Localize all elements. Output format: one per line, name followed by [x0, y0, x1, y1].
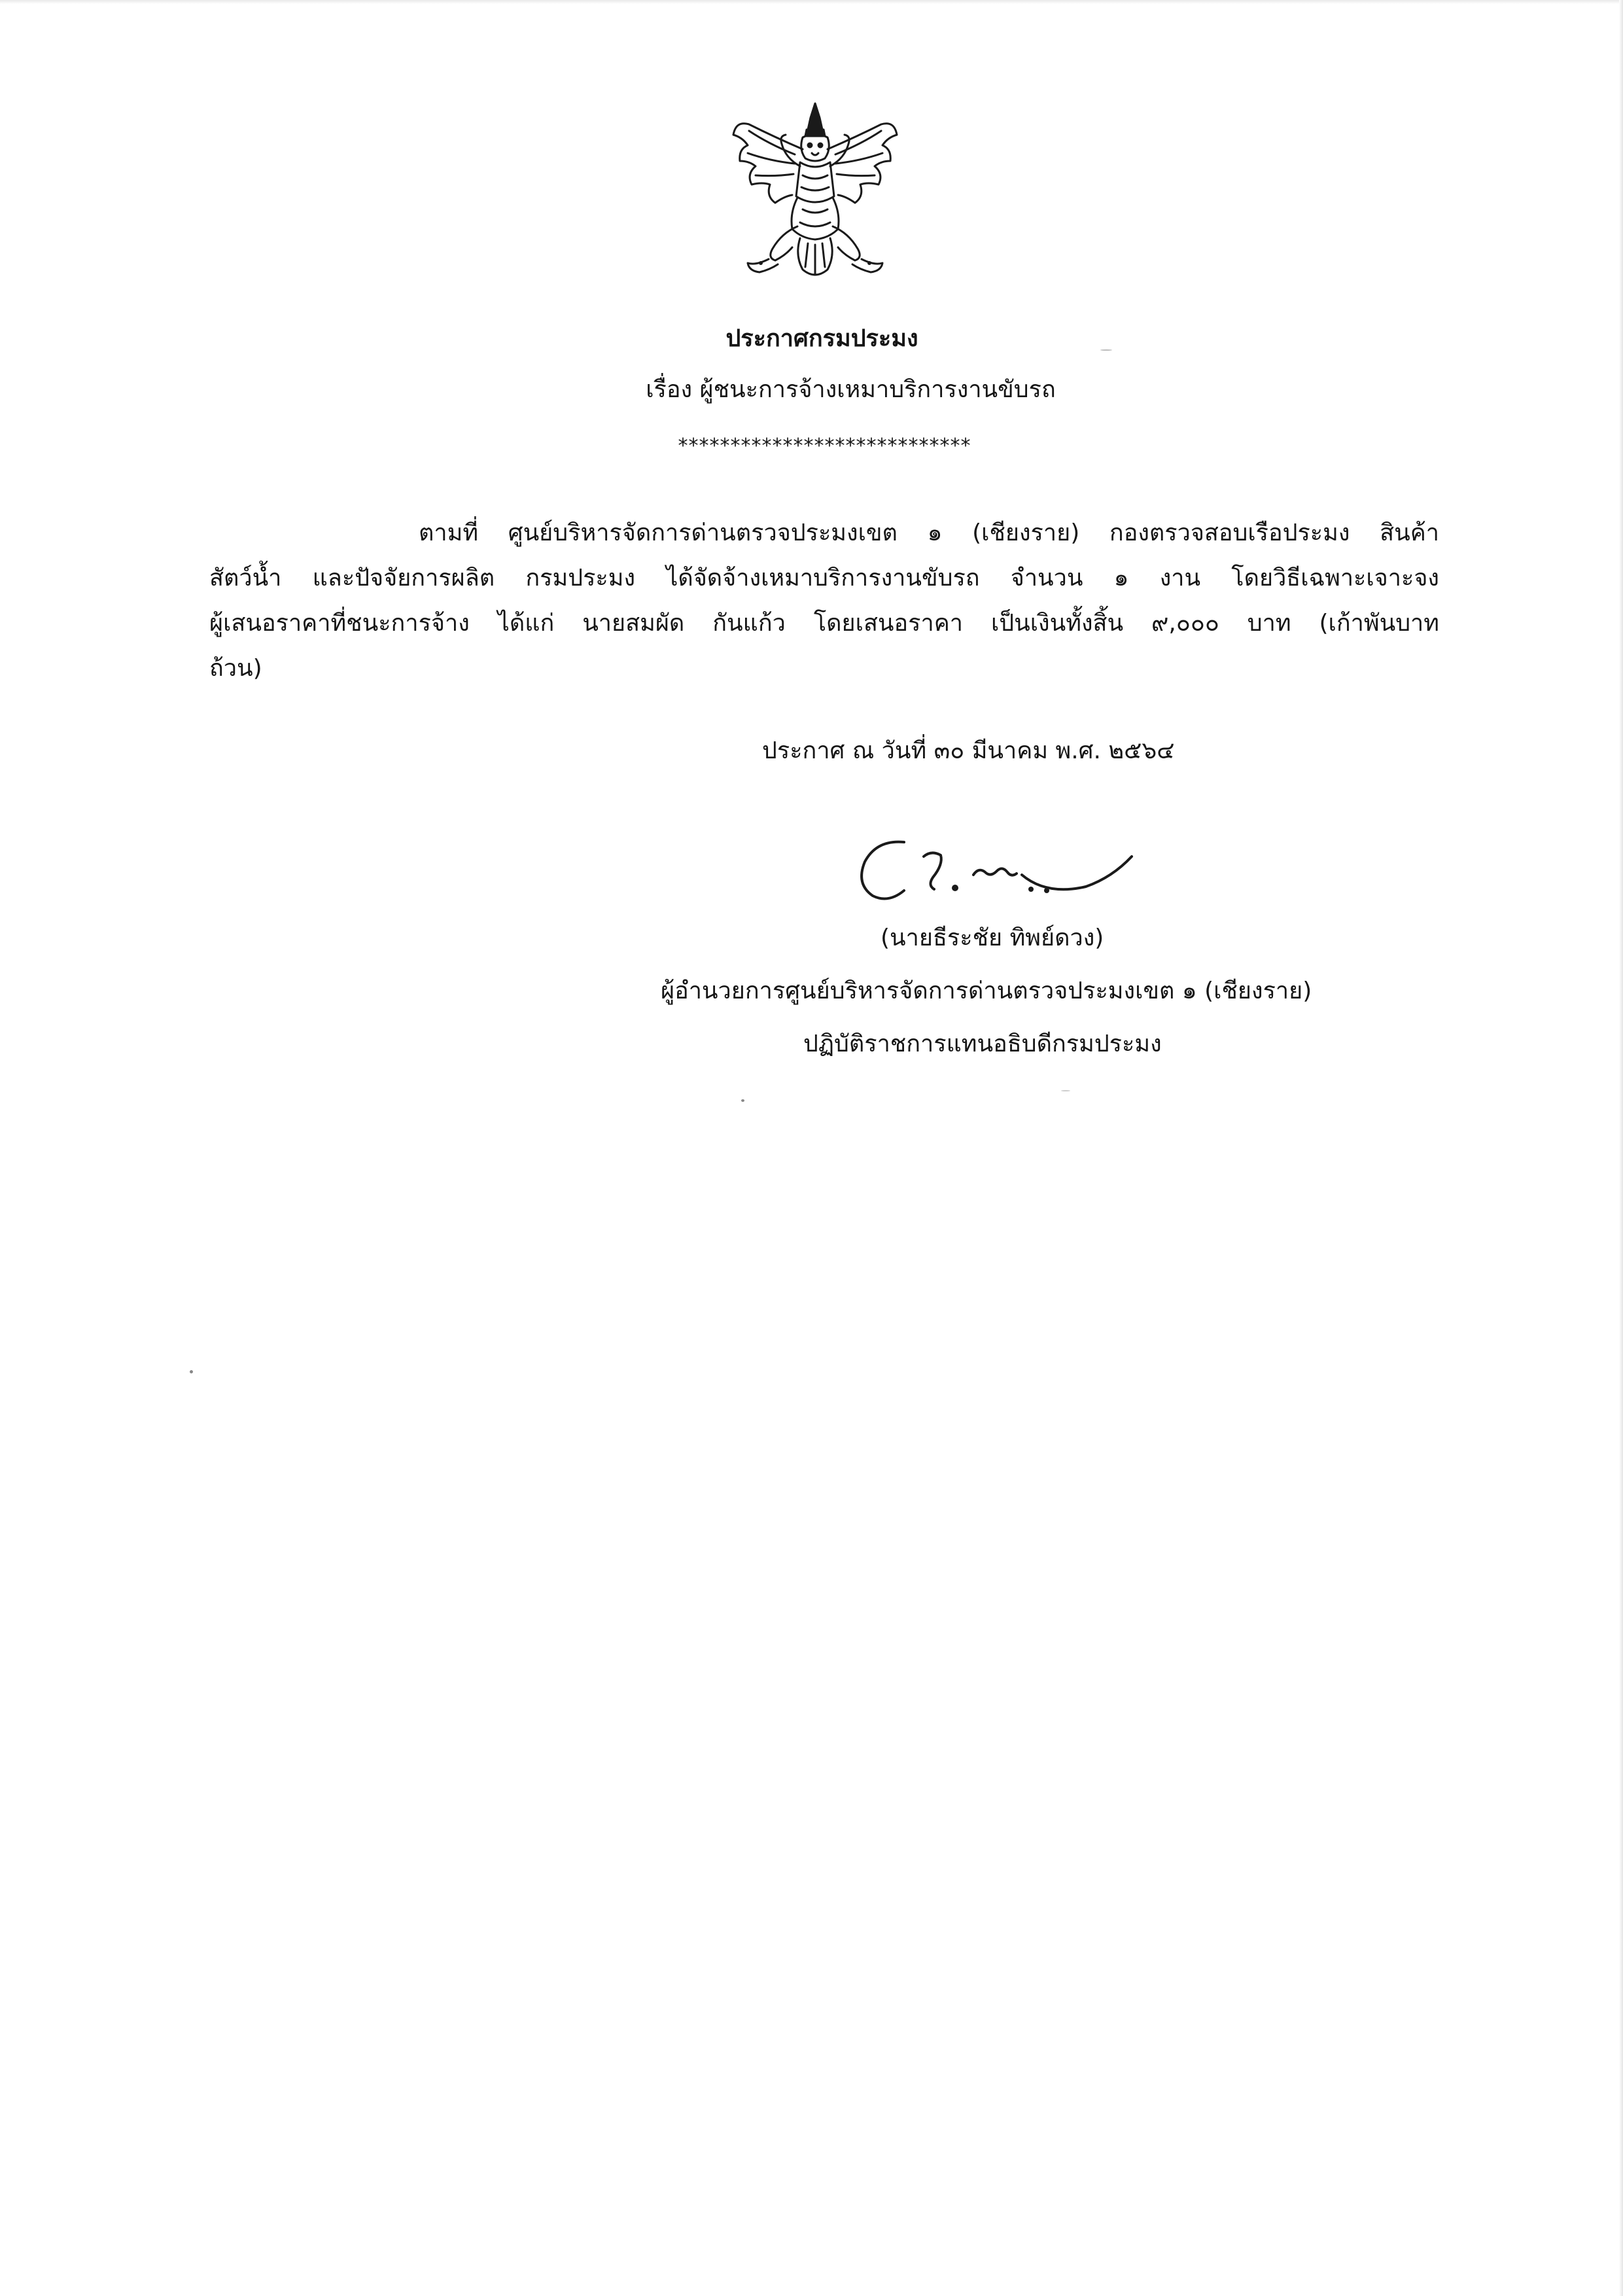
scan-speck [190, 1370, 193, 1373]
signatory-acting: ปฏิบัติราชการแทนอธิบดีกรมประมง [803, 1031, 1162, 1057]
body-line: ตามที่ ศูนย์บริหารจัดการด่านตรวจประมงเขต ๑ (เชียงราย) กองตรวจสอบเรือประมง สินค้า [419, 520, 1439, 546]
body-line: สัตว์น้ำ และปัจจัยการผลิต กรมประมง ได้จัดจ้างเหมาบริการงานขับรถ จำนวน ๑ งาน โดยวิธีเฉพาะเจาะจง [209, 565, 1439, 592]
handwritten-signature [850, 828, 1164, 919]
signatory-name: (นายธีระชัย ทิพย์ดวง) [881, 925, 1104, 951]
body-line: ถ้วน) [209, 655, 262, 682]
body-paragraph [209, 510, 1439, 691]
document-subject: เรื่อง ผู้ชนะการจ้างเหมาบริการงานขับรถ [646, 376, 1056, 403]
announcement-date: ประกาศ ณ วันที่ ๓๐ มีนาคม พ.ศ. ๒๕๖๔ [762, 737, 1175, 764]
scan-speck [1100, 349, 1112, 351]
scan-speck [741, 1099, 744, 1102]
scan-edge-top [0, 0, 1623, 4]
document-title: ประกาศกรมประมง [725, 325, 918, 352]
body-line: ผู้เสนอราคาที่ชนะการจ้าง ได้แก่ นายสมผัด กันแก้ว โดยเสนอราคา เป็นเงินทั้งสิ้น ๙,๐๐๐ บาท (เก้าพันบาท [209, 610, 1439, 637]
signatory-position: ผู้อำนวยการศูนย์บริหารจัดการด่านตรวจประมงเขต ๑ (เชียงราย) [661, 978, 1312, 1004]
garuda-emblem-icon [729, 98, 901, 285]
separator-line: **************************** [678, 434, 971, 457]
scan-speck [1061, 1090, 1070, 1091]
